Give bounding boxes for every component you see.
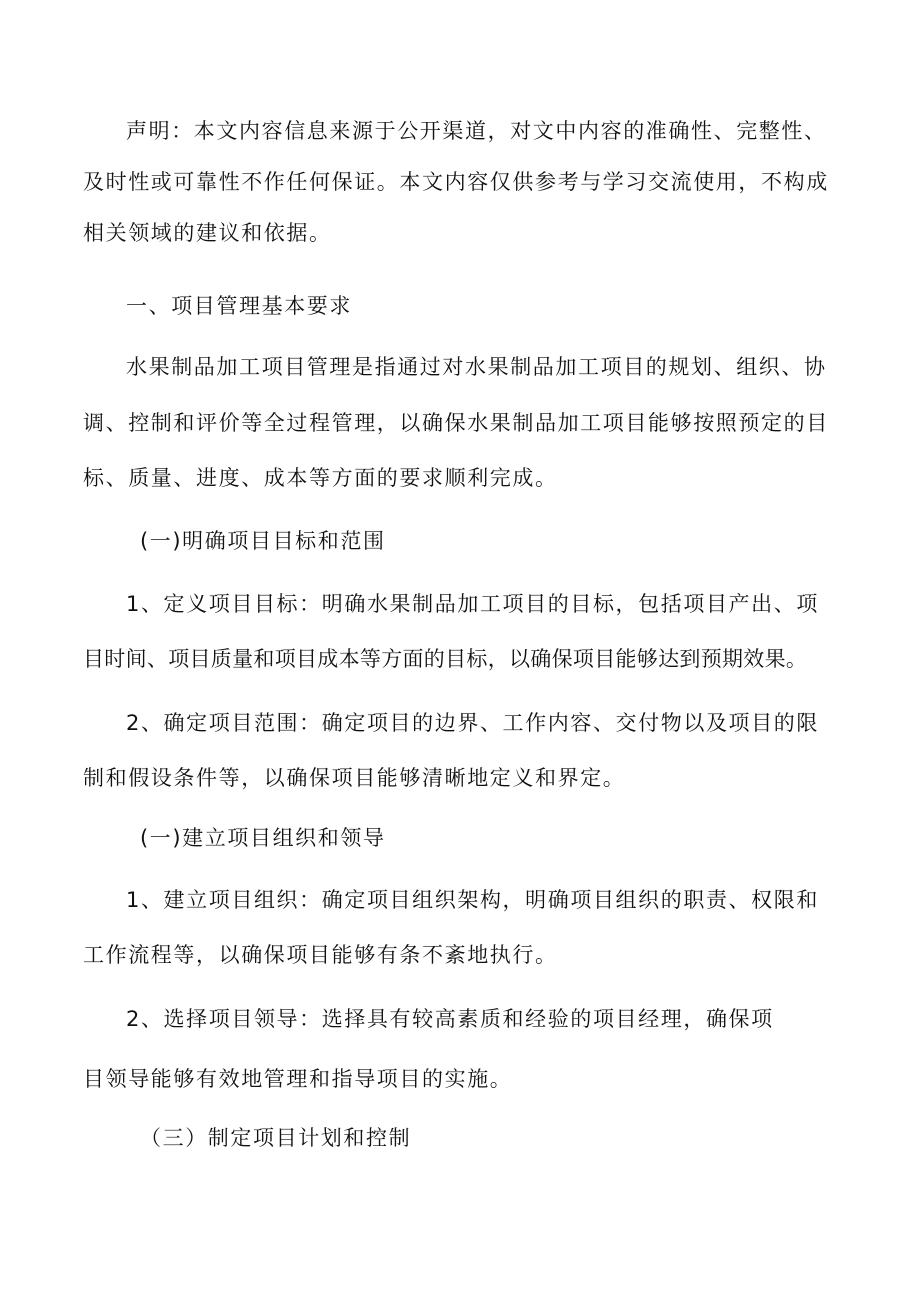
subsection-heading-2: (一)建立项目组织和领导 [140, 826, 386, 850]
item-2-line-1: 2、确定项目范围：确定项目的边界、工作内容、交付物以及项目的限 [126, 711, 819, 735]
subsection-heading-1: (一)明确项目目标和范围 [140, 529, 386, 553]
disclaimer-line-3: 相关领域的建议和依据。 [83, 221, 332, 245]
paragraph-line-3: 标、质量、进度、成本等方面的要求顺利完成。 [83, 466, 558, 490]
subsection-heading-3: （三）制定项目计划和控制 [140, 1126, 412, 1150]
item-4-line-1: 2、选择项目领导：选择具有较高素质和经验的项目经理，确保项 [126, 1007, 774, 1031]
item-4-line-2: 目领导能够有效地管理和指导项目的实施。 [83, 1067, 513, 1091]
item-3-line-2: 工作流程等，以确保项目能够有条不紊地执行。 [83, 943, 558, 967]
disclaimer-line-1: 声明：本文内容信息来源于公开渠道，对文中内容的准确性、完整性、 [126, 119, 827, 143]
section-heading: 一、项目管理基本要求 [126, 294, 352, 318]
item-3-line-1: 1、建立项目组织：确定项目组织架构，明确项目组织的职责、权限和 [126, 888, 819, 912]
item-1-line-1: 1、定义项目目标：明确水果制品加工项目的目标，包括项目产出、项 [126, 592, 819, 616]
paragraph-line-2: 调、控制和评价等全过程管理，以确保水果制品加工项目能够按照预定的目 [83, 411, 829, 435]
disclaimer-line-2: 及时性或可靠性不作任何保证。本文内容仅供参考与学习交流使用，不构成 [83, 170, 829, 194]
item-2-line-2: 制和假设条件等，以确保项目能够清晰地定义和界定。 [83, 766, 626, 790]
item-1-line-2: 目时间、项目质量和项目成本等方面的目标，以确保项目能够达到预期效果。 [83, 647, 808, 671]
paragraph-line-1: 水果制品加工项目管理是指通过对水果制品加工项目的规划、组织、协 [126, 355, 827, 379]
